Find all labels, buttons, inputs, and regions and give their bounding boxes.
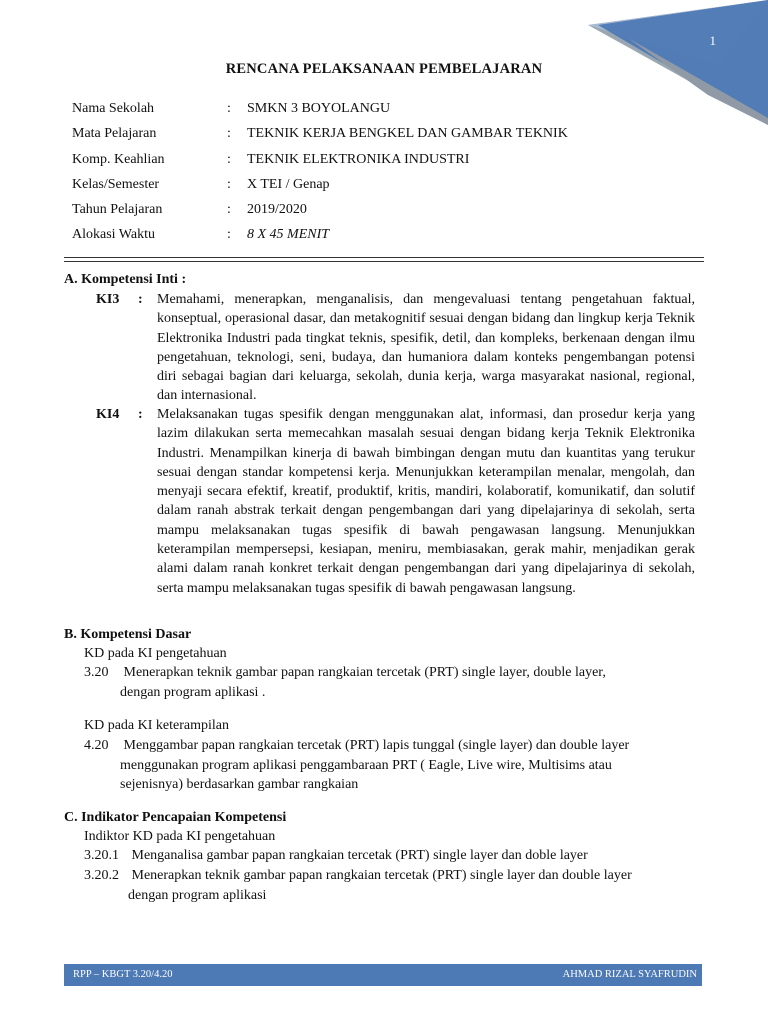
ki4-code: KI4 — [96, 407, 120, 422]
footer-doc-code: RPP – KBGT 3.20/4.20 — [73, 969, 173, 980]
indicator-text: Menerapkan teknik gambar papan rangkaian tercetak (PRT) single layer dan double layer — [131, 868, 632, 883]
indicator-number: 3.20.2 — [84, 868, 119, 883]
ki3-text: Memahami, menerapkan, menganalisis, dan mengevaluasi tentang pengetahuan faktual, konseptual, operasional dasar, dan metakognitif sesuai dengan bidang dan lingkup kerja Teknik Elektronika Industri pada tingkat teknis, spesifik, detil, dan kompleks, berkenaan dengan ilmu pengetahuan, teknologi, seni, budaya, dan humaniora dalam konteks pengembangan potensi diri sebagai bagian dari keluarga, sekolah, dunia kerja, warga masyarakat nasional, regional, dan internasional. — [157, 292, 695, 404]
identity-value: TEKNIK ELEKTRONIKA INDUSTRI — [247, 151, 470, 167]
identity-label: Kelas/Semester — [72, 176, 160, 192]
identity-value: 8 X 45 MENIT — [247, 227, 330, 243]
section-c-heading: C. Indikator Pencapaian Kompetensi — [64, 810, 287, 825]
divider-line — [64, 261, 704, 262]
kd-number: 4.20 — [84, 738, 109, 753]
kd-text-continued: menggunakan program aplikasi penggambaraan PRT ( Eagle, Live wire, Multisims atau — [120, 757, 612, 773]
identity-label: Nama Sekolah — [72, 101, 155, 116]
kd-text: Menerapkan teknik gambar papan rangkaian tercetak (PRT) single layer, double layer, — [123, 665, 606, 680]
kd-text-continued: sejenisnya) berdasarkan gambar rangkaian — [120, 777, 359, 792]
kd-number: 3.20 — [84, 665, 109, 680]
identity-colon: : — [227, 202, 231, 218]
indicator-item-3-20-1 — [84, 846, 704, 866]
section-a-heading: A. Kompetensi Inti : — [64, 272, 187, 287]
indicator-item-3-20-2 — [84, 866, 704, 905]
identity-value: SMKN 3 BOYOLANGU — [247, 101, 391, 116]
kd-text: Menggambar papan rangkaian tercetak (PRT) lapis tunggal (single layer) dan double layer — [123, 738, 630, 753]
section-b-heading: B. Kompetensi Dasar — [64, 627, 192, 642]
footer-author: AHMAD RIZAL SYAFRUDIN — [562, 969, 697, 980]
identity-colon: : — [227, 176, 231, 192]
kd-item-4-20 — [84, 736, 704, 795]
identity-label: Komp. Keahlian — [72, 151, 165, 167]
page-number: 1 — [709, 33, 716, 48]
identity-colon: : — [227, 151, 231, 167]
ki3-code: KI3 — [96, 292, 120, 307]
identity-value: X TEI / Genap — [247, 176, 330, 192]
kd-skill-label: KD pada KI keterampilan — [84, 718, 229, 733]
kd-text-continued: dengan program aplikasi . — [120, 684, 266, 700]
indicator-text: Menganalisa gambar papan rangkaian tercetak (PRT) single layer dan doble layer — [131, 848, 588, 863]
identity-colon: : — [227, 126, 231, 142]
identity-colon: : — [227, 227, 231, 243]
identity-value: 2019/2020 — [247, 202, 307, 218]
kd-knowledge-label: KD pada KI pengetahuan — [84, 646, 227, 661]
ki4-colon: : — [138, 407, 143, 422]
ki3-colon: : — [138, 292, 143, 307]
document-title: RENCANA PELAKSANAAN PEMBELAJARAN — [225, 61, 543, 77]
identity-label: Alokasi Waktu — [72, 227, 155, 243]
indicator-text-continued: dengan program aplikasi — [128, 887, 267, 903]
footer-bar — [64, 964, 702, 986]
identity-label: Tahun Pelajaran — [72, 202, 163, 218]
divider-line — [64, 257, 704, 258]
indicator-sub-label: Indiktor KD pada KI pengetahuan — [84, 829, 276, 844]
identity-label: Mata Pelajaran — [72, 126, 157, 142]
identity-value: TEKNIK KERJA BENGKEL DAN GAMBAR TEKNIK — [247, 126, 568, 142]
identity-colon: : — [227, 101, 231, 116]
indicator-number: 3.20.1 — [84, 848, 119, 863]
ki4-text: Melaksanakan tugas spesifik dengan menggunakan alat, informasi, dan prosedur kerja yang lazim dilakukan serta memecahkan masalah sesuai dengan bidang kerja Teknik Elektronika Industri. Menampilkan kinerja di bawah bimbingan dengan mutu dan kuantitas yang terukur sesuai dengan standar kompetensi kerja. Menunjukkan keterampilan menalar, mengolah, dan menyaji secara efektif, kreatif, produktif, kritis, mandiri, kolaboratif, komunikatif, dan solutif dalam ranah abstrak terkait dengan pengembangan dari yang dipelajarinya di sekolah, serta mampu melaksanakan tugas spesifik di bawah pengawasan langsung. Menunjukkan keterampilan mempersepsi, kesiapan, meniru, membiasakan, gerak mahir, menjadikan gerak alami dalam ranah konkret terkait dengan pengembangan dari yang dipelajarinya di sekolah, serta mampu melaksanakan tugas spesifik di bawah pengawasan langsung. — [157, 407, 695, 596]
kd-item-3-20 — [84, 663, 704, 702]
